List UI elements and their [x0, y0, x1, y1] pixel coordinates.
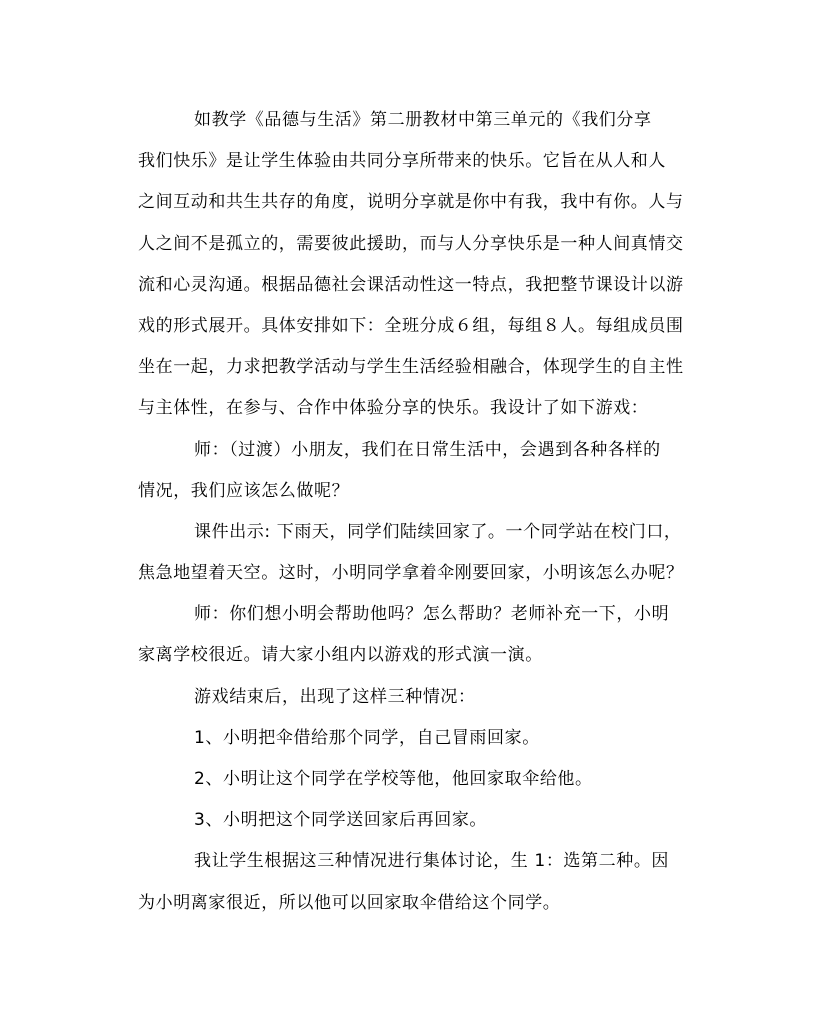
document-body	[138, 100, 698, 924]
text-line: 流和心灵沟通。根据品德社会课活动性这一特点，我把整节课设计以游	[138, 274, 684, 295]
text-line: 我们快乐》是让学生体验由共同分享所带来的快乐。它旨在从人和人	[138, 151, 666, 172]
list-item: 2、小明让这个同学在学校等他，他回家取伞给他。	[194, 769, 593, 789]
text-line: 戏的形式展开。具体安排如下：全班分成６组，每组８人。每组成员围	[138, 315, 684, 336]
text-line: 游戏结束后，出现了这样三种情况：	[194, 686, 476, 707]
text-line: 家离学校很近。请大家小组内以游戏的形式演一演。	[138, 645, 543, 666]
text-line: 之间互动和共生共存的角度，说明分享就是你中有我，我中有你。人与	[138, 192, 684, 213]
text-line: 我让学生根据这三种情况进行集体讨论，生 1：选第二种。因	[194, 851, 670, 872]
text-line: 坐在一起，力求把教学活动与学生生活经验相融合，体现学生的自主性	[138, 357, 684, 378]
text-line: 师：（过渡）小朋友，我们在日常生活中，会遇到各种各样的	[194, 439, 661, 460]
list-item: 3、小明把这个同学送回家后再回家。	[194, 810, 488, 831]
list-item: 1、小明把伞借给那个同学，自己冒雨回家。	[194, 727, 540, 748]
text-line: 人之间不是孤立的，需要彼此援助，而与人分享快乐是一种人间真情交	[138, 233, 684, 254]
text-line: 焦急地望着天空。这时，小明同学拿着伞刚要回家，小明该怎么办呢？	[138, 563, 684, 584]
text-line: 师：你们想小明会帮助他吗？怎么帮助？老师补充一下，小明	[194, 604, 670, 625]
text-line: 情况，我们应该怎么做呢？	[138, 480, 350, 501]
text-line: 课件出示: 下雨天，同学们陆续回家了。一个同学站在校门口，	[194, 521, 682, 542]
text-line: 为小明离家很近，所以他可以回家取伞借给这个同学。	[138, 892, 561, 913]
text-line: 如教学《品德与生活》第二册教材中第三单元的《我们分享	[194, 110, 652, 130]
text-line: 与主体性，在参与、合作中体验分享的快乐。我设计了如下游戏：	[138, 398, 649, 419]
